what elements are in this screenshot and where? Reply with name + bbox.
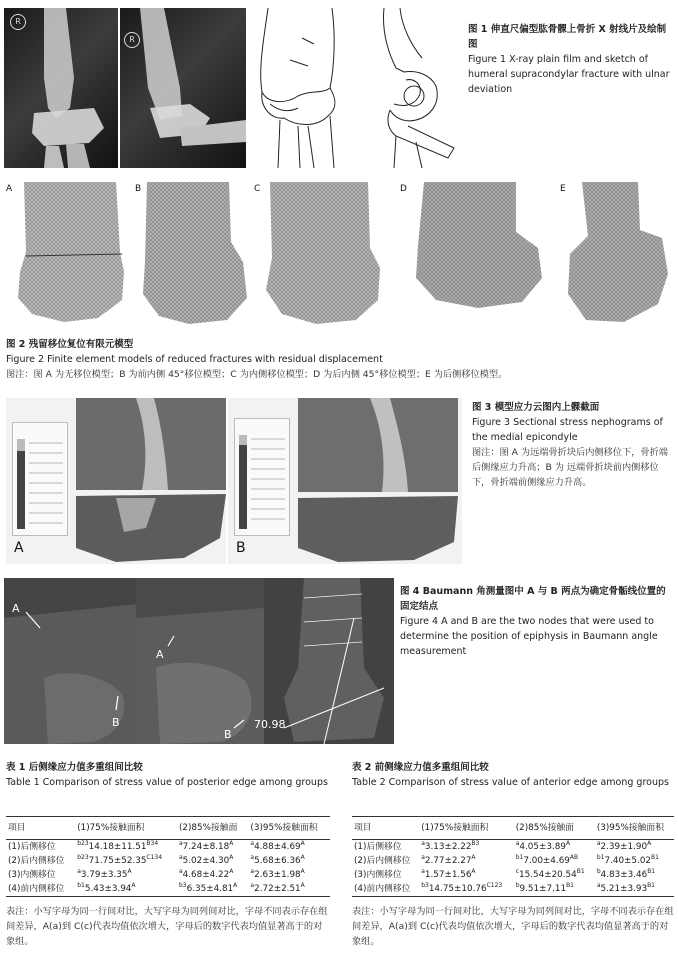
stress-value: 7.00±4.69	[523, 856, 570, 866]
table1-row	[6, 854, 330, 868]
column-comparison-letter: A	[127, 868, 132, 876]
fig4-caption-en: Figure 4 A and B are the two nodes that were used to determine the position of epiphysis in Baumann angle measurement	[400, 616, 658, 657]
stress-value: 2.72±2.51	[254, 884, 301, 894]
stress-value: 3.79±3.35	[80, 870, 128, 880]
row-comparison-letter: b1	[77, 882, 85, 890]
column-comparison-letter: A	[300, 840, 305, 848]
table1-row	[6, 868, 330, 882]
table1-note: 表注：小写字母为同一行间对比，大写字母为同列间对比，字母不同表示存在组间差异，A(a)到 C(c)代表均值依次增大，字母后的数字代表均值显著高于的对象组。	[6, 906, 328, 947]
row-label: (3)内侧移位	[8, 870, 56, 880]
table2-header-cell: 项目	[352, 817, 419, 840]
stress-value-cell	[595, 882, 674, 897]
fig3-legend-b-scale	[235, 419, 289, 535]
fig2-caption-en: Figure 2 Finite element models of reduced fractures with residual displacement	[6, 354, 383, 365]
fig2-caption	[6, 337, 672, 382]
fig2-label-d: D	[400, 184, 407, 194]
stress-value: 4.68±4.22	[182, 870, 230, 880]
row-comparison-letter: b	[596, 868, 601, 876]
row-comparison-letter: a	[596, 840, 601, 848]
stress-value: 14.75±10.76	[428, 884, 487, 894]
fig1-sketch-ap	[250, 8, 354, 168]
fig3-stress-b	[228, 398, 462, 564]
fig4-baumann-angle	[254, 578, 394, 744]
stress-value: 4.88±4.69	[254, 842, 301, 852]
table1-title	[6, 760, 330, 790]
table2-header-cell: (2)85%接触面	[514, 817, 595, 840]
stress-value: 2.39±1.90	[600, 842, 648, 852]
stress-value: 4.05±3.89	[519, 842, 566, 852]
stress-value-cell	[248, 882, 330, 897]
table1-row	[6, 840, 330, 855]
column-comparison-letter: B1	[647, 868, 656, 876]
column-comparison-letter: A	[471, 868, 476, 876]
table2-title-en: Table 2 Comparison of stress value of anterior edge among groups	[352, 777, 669, 788]
stress-value: 15.54±20.54	[519, 870, 577, 880]
stress-value: 5.68±6.36	[254, 856, 301, 866]
fig3-legend-a	[12, 422, 68, 536]
stress-value-cell	[177, 882, 248, 897]
fig3-label-a: A	[14, 540, 24, 556]
table1-header-cell: (2)85%接触面	[177, 817, 248, 840]
row-comparison-letter: b1	[596, 854, 605, 862]
row-comparison-letter: b1	[515, 854, 524, 862]
row-comparison-letter: a	[178, 840, 183, 848]
row-comparison-letter: a	[178, 854, 183, 862]
fig4-point-b-label: B	[112, 716, 120, 729]
row-comparison-letter: a	[77, 868, 81, 876]
column-comparison-letter: B1	[651, 854, 659, 862]
column-comparison-letter: B1	[576, 868, 585, 876]
fig1-caption	[468, 22, 672, 97]
column-comparison-letter: C134	[146, 854, 163, 862]
fig2-label-c: C	[254, 184, 261, 194]
column-comparison-letter: B1	[566, 882, 574, 890]
stress-value-cell	[514, 882, 595, 897]
table2	[352, 816, 674, 897]
column-comparison-letter: A	[233, 882, 238, 890]
row-comparison-letter: a	[178, 868, 183, 876]
fig4-caption	[400, 584, 672, 659]
column-comparison-letter: AB	[569, 854, 579, 862]
fig4-baumann-left	[4, 578, 136, 744]
fig2-model-d	[398, 182, 550, 330]
fig3-stress-b-image	[298, 398, 458, 564]
table2-title	[352, 760, 672, 790]
fig3-stress-a-image	[76, 398, 226, 564]
fig4-point-a-label: A	[12, 602, 20, 615]
column-comparison-letter: B34	[146, 840, 159, 848]
row-label: (1)后侧移位	[354, 842, 402, 852]
fig2-model-b	[133, 182, 249, 330]
fig1-caption-en: Figure 1 X-ray plain film and sketch of humeral supracondylar fracture with ulnar deviation	[468, 54, 670, 95]
fig4-point-a-label-2: A	[156, 648, 164, 661]
stress-value-cell	[595, 854, 674, 868]
table1-header-cell: (3)95%接触面积	[248, 817, 330, 840]
table1-row	[6, 882, 330, 897]
row-comparison-letter: a	[596, 882, 601, 890]
table1-title-zh: 表 1 后侧缘应力值多重组间比较	[6, 762, 143, 773]
fig1-xray-ap-image	[4, 8, 118, 168]
table1-header-row	[6, 817, 330, 840]
stress-value: 5.02±4.30	[182, 856, 230, 866]
fig3-caption	[472, 400, 672, 490]
stress-value-cell	[75, 854, 177, 868]
table2-header-cell: (3)95%接触面积	[595, 817, 674, 840]
stress-value-cell	[514, 854, 595, 868]
table2-note: 表注：小写字母为同一行间对比，大写字母为同列间对比，字母不同表示存在组间差异，A(a)到 C(c)代表均值依次增大，字母后的数字代表均值显著高于的对象组。	[352, 906, 674, 947]
stress-value-cell	[248, 854, 330, 868]
fig3-caption-note: 图注：图 A 为远端骨折块后内侧移位下，骨折端后侧缘应力升高；B 为 远端骨折块前内侧移位下，骨折端前侧缘应力升高。	[472, 447, 668, 488]
row-label: (2)后内侧移位	[8, 856, 65, 866]
fig1-sketch-lateral	[356, 8, 464, 168]
table2-row	[352, 840, 674, 855]
table2-row	[352, 882, 674, 897]
fig2-caption-zh: 图 2 残留移位复位有限元模型	[6, 339, 134, 350]
table1-header-cell: (1)75%接触面积	[75, 817, 177, 840]
row-comparison-letter: a	[421, 854, 425, 862]
fig2-model-c	[252, 182, 392, 330]
fig2-model-e-mesh	[558, 182, 674, 330]
stress-value-cell	[177, 868, 248, 882]
fig1-xray-lateral	[120, 8, 246, 168]
row-comparison-letter: a	[515, 840, 520, 848]
fig2-label-a: A	[6, 184, 13, 194]
table2-header-row	[352, 817, 674, 840]
stress-value: 5.21±3.93	[600, 884, 648, 894]
stress-value-cell	[419, 868, 514, 882]
row-comparison-letter: a	[250, 868, 255, 876]
table1	[6, 816, 330, 897]
stress-value-cell	[595, 868, 674, 882]
stress-value-cell	[419, 854, 514, 868]
stress-value: 2.77±2.27	[424, 856, 472, 866]
stress-value-cell	[248, 868, 330, 882]
stress-value: 14.18±11.51	[88, 842, 147, 852]
column-comparison-letter: A	[300, 882, 305, 890]
fig3-legend-a-scale	[13, 423, 67, 535]
row-comparison-letter: b23	[77, 854, 89, 862]
fig4-baumann-middle	[136, 578, 264, 744]
column-comparison-letter: A	[131, 882, 136, 890]
fig4-caption-zh: 图 4 Baumann 角测量图中 A 与 B 两点为确定骨骺线位置的固定结点	[400, 586, 666, 612]
fig2-model-c-mesh	[252, 182, 392, 330]
stress-value: 5.43±3.94	[84, 884, 132, 894]
row-comparison-letter: b3	[178, 882, 187, 890]
stress-value: 9.51±7.11	[519, 884, 567, 894]
stress-value: 3.13±2.22	[424, 842, 472, 852]
row-label: (3)内侧移位	[354, 870, 402, 880]
row-comparison-letter: a	[421, 840, 425, 848]
column-comparison-letter: A	[300, 854, 305, 862]
row-label: (4)前内侧移位	[352, 882, 419, 897]
fig2-model-b-mesh	[133, 182, 249, 330]
stress-value-cell	[75, 840, 177, 855]
fig4-point-b-label-2: B	[224, 728, 232, 741]
stress-value-cell	[75, 882, 177, 897]
table2-row	[352, 854, 674, 868]
fig2-model-e	[558, 182, 674, 330]
fig3-caption-en: Figure 3 Sectional stress nephograms of the medial epicondyle	[472, 417, 663, 443]
table1-header-cell: 项目	[6, 817, 75, 840]
stress-value-cell	[514, 840, 595, 855]
table2-title-zh: 表 2 前侧缘应力值多重组间比较	[352, 762, 489, 773]
fig2-caption-note: 图注：图 A 为无移位模型；B 为前内侧 45°移位模型；C 为内侧移位模型；D 为后内侧 45°移位模型；E 为后侧移位模型。	[6, 369, 508, 380]
row-comparison-letter: b23	[77, 840, 89, 848]
fig1-right-marker: R	[10, 14, 26, 30]
stress-value-cell	[514, 868, 595, 882]
fig1-xray-lateral-image	[120, 8, 246, 168]
fig3-stress-a	[6, 398, 226, 564]
column-comparison-letter: C123	[486, 882, 503, 890]
fig1-sketch-ap-drawing	[250, 8, 354, 168]
stress-value-cell	[595, 840, 674, 855]
row-label: (2)后内侧移位	[354, 856, 411, 866]
fig1-right-marker-2: R	[124, 32, 140, 48]
row-comparison-letter: b3	[421, 882, 429, 890]
row-comparison-letter: b	[515, 882, 520, 890]
column-comparison-letter: B3	[471, 840, 480, 848]
stress-value: 7.40±5.02	[604, 856, 652, 866]
table2-header-cell: (1)75%接触面积	[419, 817, 514, 840]
column-comparison-letter: A	[229, 840, 234, 848]
fig2-model-a-mesh	[4, 182, 130, 330]
fig1-xray-ap	[4, 8, 118, 168]
stress-value: 4.83±3.46	[600, 870, 648, 880]
stress-value-cell	[419, 882, 514, 897]
fig2-label-e: E	[560, 184, 566, 194]
stress-value: 6.35±4.81	[186, 884, 234, 894]
stress-value-cell	[75, 868, 177, 882]
column-comparison-letter: A	[471, 854, 476, 862]
fig1-caption-zh: 图 1 伸直尺偏型肱骨髁上骨折 X 射线片及绘制图	[468, 24, 667, 50]
column-comparison-letter: A	[229, 868, 234, 876]
row-comparison-letter: a	[250, 854, 255, 862]
stress-value: 1.57±1.56	[424, 870, 472, 880]
row-comparison-letter: c	[515, 868, 520, 876]
fig3-caption-zh: 图 3 模型应力云图内上髁截面	[472, 402, 600, 413]
table1-title-en: Table 1 Comparison of stress value of posterior edge among groups	[6, 777, 328, 788]
fig3-legend-b	[234, 418, 290, 536]
fig3-label-b: B	[236, 540, 246, 556]
fig4-angle-value: 70.98	[254, 718, 286, 731]
row-comparison-letter: a	[421, 868, 425, 876]
fig2-model-a	[4, 182, 130, 330]
fig1-sketch-lateral-drawing	[356, 8, 464, 168]
stress-value-cell	[248, 840, 330, 855]
stress-value: 2.63±1.98	[254, 870, 301, 880]
column-comparison-letter: B1	[647, 882, 655, 890]
stress-value-cell	[419, 840, 514, 855]
stress-value: 7.24±8.18	[182, 842, 230, 852]
stress-value-cell	[177, 840, 248, 855]
stress-value-cell	[177, 854, 248, 868]
stress-value: 71.75±52.35	[88, 856, 147, 866]
column-comparison-letter: A	[300, 868, 305, 876]
table2-row	[352, 868, 674, 882]
row-comparison-letter: a	[250, 882, 255, 890]
fig2-label-b: B	[135, 184, 142, 194]
row-label: (4)前内侧移位	[6, 882, 75, 897]
column-comparison-letter: A	[647, 840, 652, 848]
fig2-model-d-mesh	[398, 182, 550, 330]
column-comparison-letter: A	[229, 854, 234, 862]
row-label: (1)后侧移位	[8, 842, 56, 852]
row-comparison-letter: a	[250, 840, 255, 848]
fig4-baumann-middle-mesh	[136, 578, 264, 744]
column-comparison-letter: A	[565, 840, 571, 848]
